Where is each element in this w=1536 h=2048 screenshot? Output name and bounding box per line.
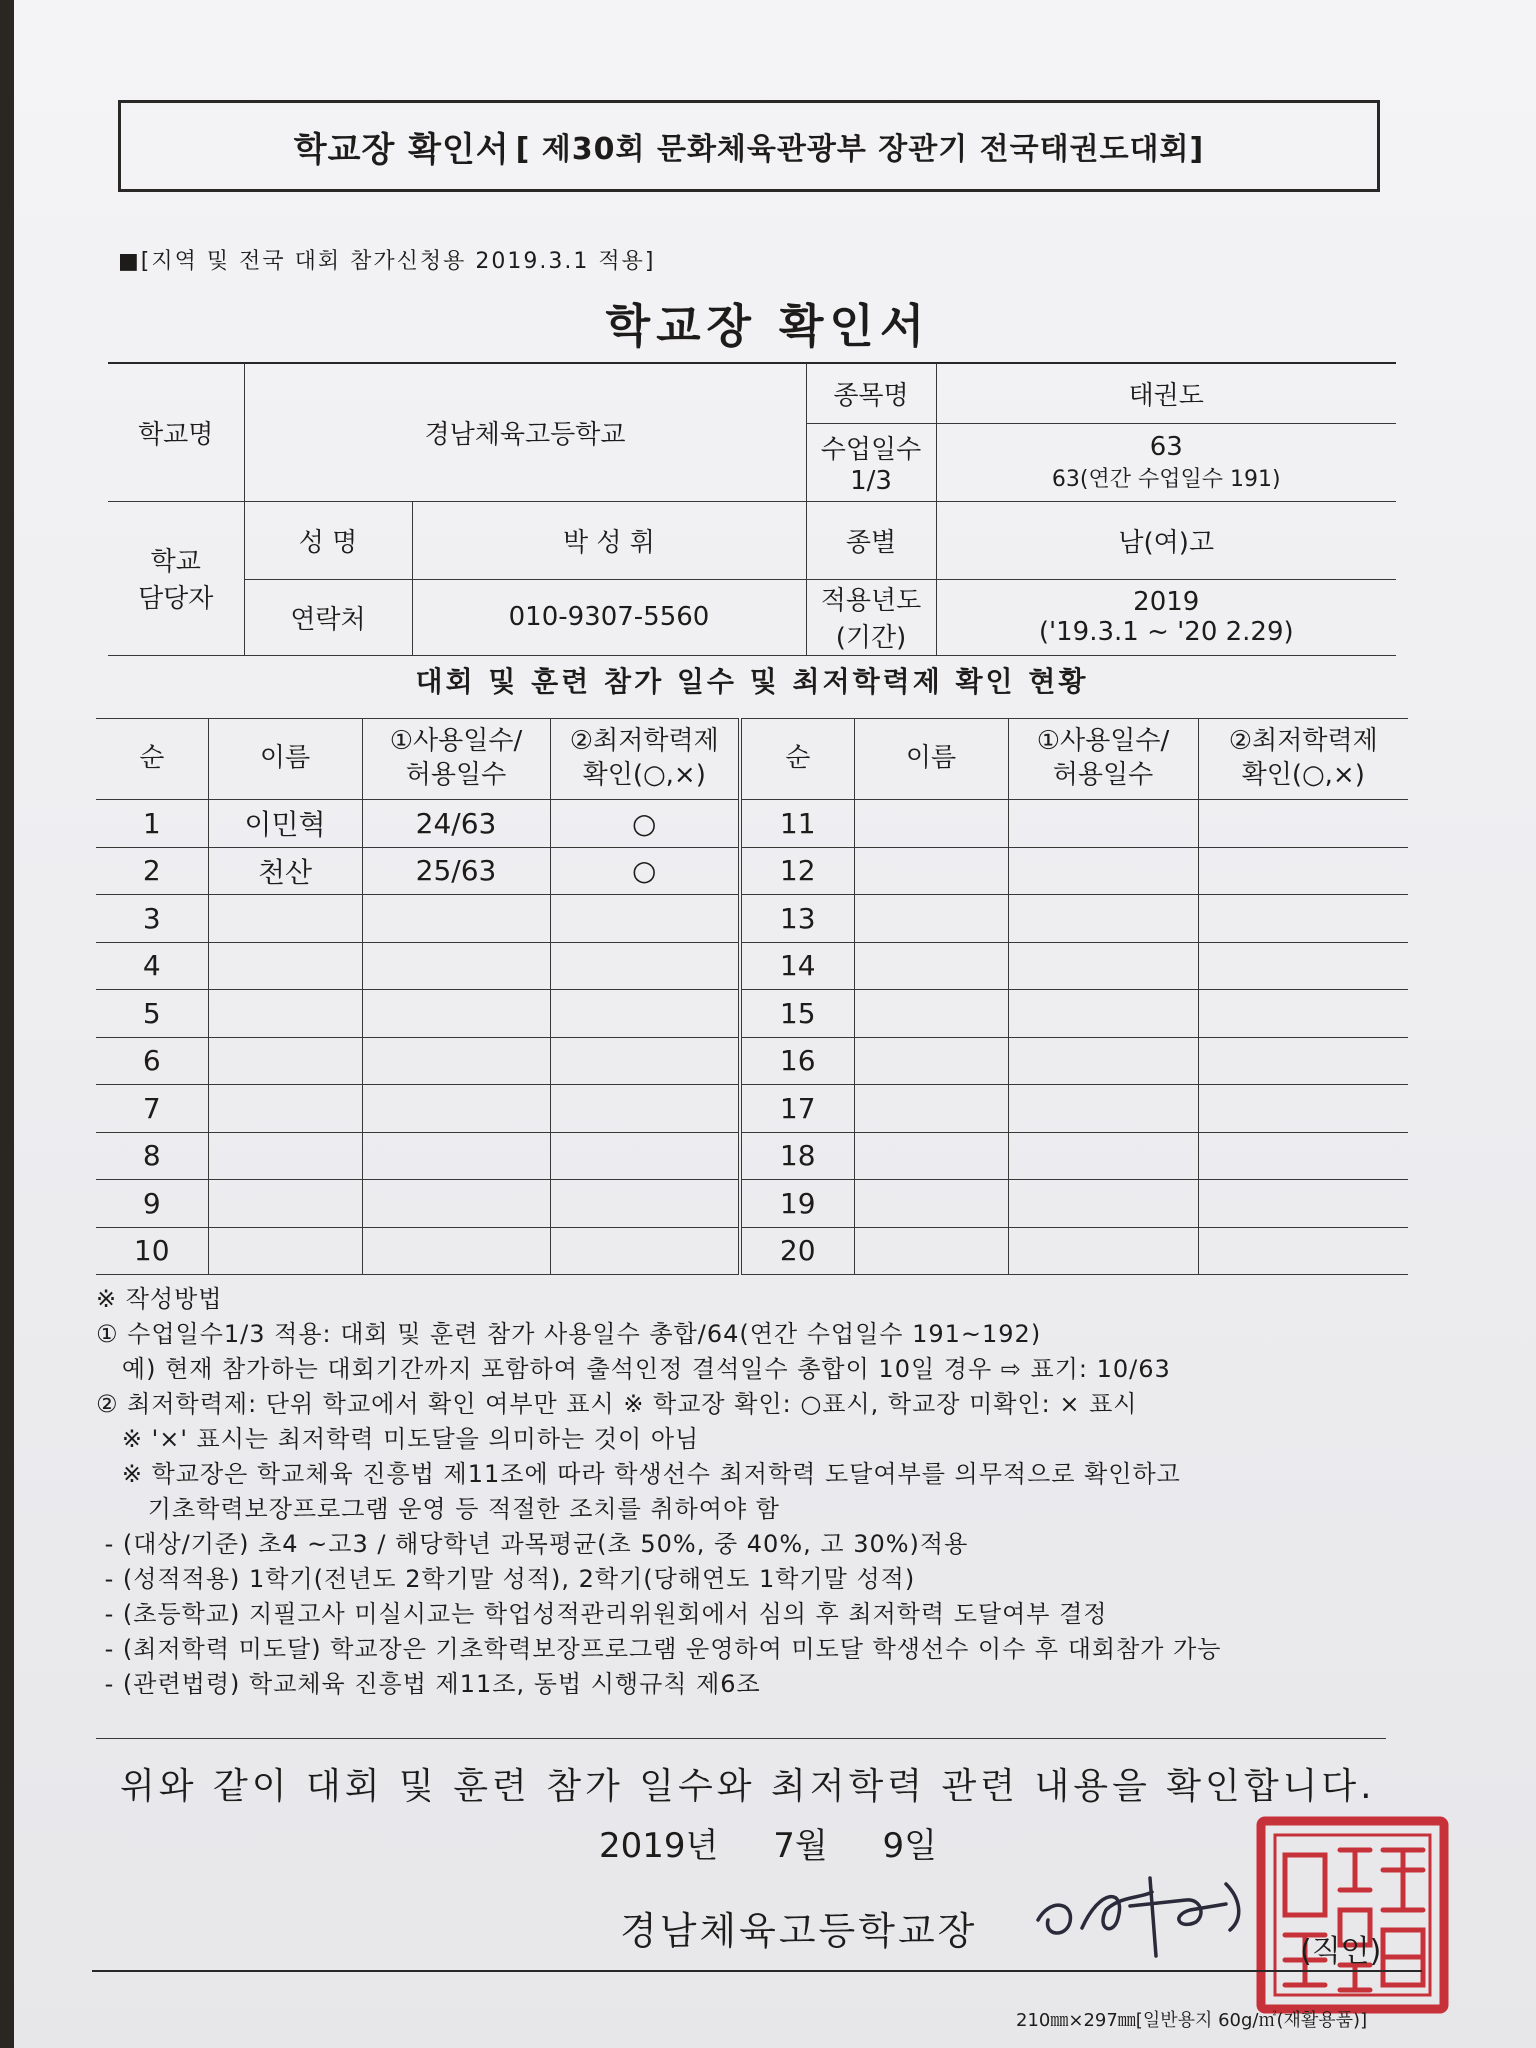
header-check-right-2: 확인(○,×) [1241, 760, 1365, 790]
row-check-left [550, 1132, 740, 1180]
row-name-right [854, 1037, 1008, 1085]
section-title: 대회 및 훈련 참가 일수 및 최저학력제 확인 현황 [415, 665, 1089, 698]
header-days-left-2: 허용일수 [405, 760, 507, 790]
name-value: 박 성 휘 [412, 501, 806, 579]
header-num-right: 순 [740, 719, 854, 800]
year-value-2: ('19.3.1 ~ '20 2.29) [1038, 617, 1294, 647]
row-num-right: 16 [740, 1037, 854, 1085]
header-check-left-2: 확인(○,×) [582, 760, 706, 790]
row-name-right [854, 990, 1008, 1038]
row-days-right [1008, 990, 1198, 1038]
row-days-left [362, 895, 550, 943]
event-value: 태권도 [936, 363, 1396, 423]
school-label: 학교명 [108, 363, 244, 501]
paper-spec: 210㎜×297㎜[일반용지 60g/㎡(재활용품)] [1016, 2010, 1368, 2031]
row-check-right [1198, 1227, 1408, 1275]
header-check-right-1: ②최저학력제 [1228, 726, 1378, 757]
row-check-right [1198, 1180, 1408, 1228]
manager-label-2: 담당자 [138, 584, 214, 614]
date-month: 7월 [773, 1826, 828, 1866]
instruction-line: - (초등학교) 지필고사 미실시교는 학업성적관리위원회에서 심의 후 최저학력 도달여부 결정 [96, 1600, 1108, 1628]
row-days-right [1008, 800, 1198, 848]
class-days-value-1: 63 [1149, 431, 1183, 462]
class-days-label-1: 수업일수 [820, 434, 922, 465]
row-name-left: 천산 [208, 847, 362, 895]
row-days-left [362, 1180, 550, 1228]
table-row [96, 895, 1408, 943]
row-check-left [550, 1037, 740, 1085]
row-check-right [1198, 942, 1408, 990]
row-name-right [854, 1132, 1008, 1180]
instruction-line: ② 최저학력제: 단위 학교에서 확인 여부만 표시 ※ 학교장 확인: ○표시, 학교장 미확인: × 표시 [96, 1390, 1138, 1418]
row-check-left [550, 990, 740, 1038]
instruction-line: ※ '×' 표시는 최저학력 미도달을 의미하는 것이 아님 [96, 1425, 700, 1453]
confirmation-statement: 위와 같이 대회 및 훈련 참가 일수와 최저학력 관련 내용을 확인합니다. [120, 1766, 1376, 1807]
row-check-left: ○ [550, 847, 740, 895]
form-usage-note: ■[지역 및 전국 대회 참가신청용 2019.3.1 적용] [118, 249, 656, 274]
row-num-left: 3 [96, 895, 208, 943]
instructions [96, 1282, 1426, 1702]
row-name-left [208, 942, 362, 990]
year-label-1: 적용년도 [820, 586, 922, 616]
row-num-left: 8 [96, 1132, 208, 1180]
header-days-right [1008, 719, 1198, 800]
row-name-left: 이민혁 [208, 800, 362, 848]
row-days-right [1008, 942, 1198, 990]
row-num-left: 10 [96, 1227, 208, 1275]
school-value: 경남체육고등학교 [244, 363, 806, 501]
school-info-table [108, 362, 1396, 656]
instructions-heading: ※ 작성방법 [96, 1285, 223, 1313]
table-row [96, 1180, 1408, 1228]
class-days-value [936, 423, 1396, 501]
instruction-line: 기초학력보장프로그램 운영 등 적절한 조치를 취하여야 함 [96, 1495, 780, 1523]
instruction-line: ① 수업일수1/3 적용: 대회 및 훈련 참가 사용일수 총합/64(연간 수업일수 191~192) [96, 1320, 1042, 1348]
principal-name: 경남체육고등학교장 [620, 1909, 978, 1953]
header-subtitle: [ 제30회 문화체육관광부 장관기 전국태권도대회] [515, 132, 1205, 167]
main-title: 학교장 확인서 [605, 299, 931, 353]
row-check-left [550, 1085, 740, 1133]
row-check-right [1198, 1085, 1408, 1133]
row-num-left: 4 [96, 942, 208, 990]
header-days-right-1: ①사용일수/ [1036, 726, 1170, 757]
instruction-line: - (최저학력 미도달) 학교장은 기초학력보장프로그램 운영하여 미도달 학생선수 이수 후 대회참가 가능 [96, 1635, 1222, 1663]
instructions-lines [96, 1317, 1426, 1702]
row-check-left [550, 942, 740, 990]
header-days-left-1: ①사용일수/ [389, 726, 523, 757]
class-days-label-2: 1/3 [850, 465, 892, 496]
row-check-right [1198, 895, 1408, 943]
row-num-right: 18 [740, 1132, 854, 1180]
table-row [96, 1085, 1408, 1133]
category-value: 남(여)고 [936, 501, 1396, 579]
row-name-right [854, 1085, 1008, 1133]
instruction-line: ※ 학교장은 학교체육 진흥법 제11조에 따라 학생선수 최저학력 도달여부를 의무적으로 확인하고 [96, 1460, 1181, 1488]
row-name-right [854, 895, 1008, 943]
header-name-left: 이름 [208, 719, 362, 800]
participation-table [96, 718, 1408, 1275]
row-num-left: 6 [96, 1037, 208, 1085]
row-days-right [1008, 1180, 1198, 1228]
row-days-left [362, 1227, 550, 1275]
row-days-left: 24/63 [362, 800, 550, 848]
official-seal [1255, 1815, 1450, 2015]
class-days-label [806, 423, 936, 501]
row-days-right [1008, 847, 1198, 895]
table-row [96, 942, 1408, 990]
header-check-left-1: ②최저학력제 [569, 726, 719, 757]
instruction-line: - (관련법령) 학교체육 진흥법 제11조, 동법 시행규칙 제6조 [96, 1670, 761, 1698]
year-value [936, 579, 1396, 655]
row-check-left [550, 895, 740, 943]
row-check-right [1198, 1132, 1408, 1180]
contact-label: 연락처 [244, 579, 412, 655]
year-value-1: 2019 [1133, 587, 1200, 617]
row-num-right: 15 [740, 990, 854, 1038]
header-days-left [362, 719, 550, 800]
row-num-right: 17 [740, 1085, 854, 1133]
instruction-line: - (대상/기준) 초4 ~고3 / 해당학년 과목평균(초 50%, 중 40%, 고 30%)적용 [96, 1530, 969, 1558]
row-days-right [1008, 1085, 1198, 1133]
row-days-left: 25/63 [362, 847, 550, 895]
row-name-left [208, 1227, 362, 1275]
row-num-right: 20 [740, 1227, 854, 1275]
header-num-left: 순 [96, 719, 208, 800]
table-row [96, 1037, 1408, 1085]
row-check-right [1198, 847, 1408, 895]
row-days-right [1008, 1037, 1198, 1085]
date-day: 9일 [882, 1826, 937, 1866]
event-label: 종목명 [806, 363, 936, 423]
row-name-right [854, 847, 1008, 895]
row-days-left [362, 990, 550, 1038]
row-num-left: 1 [96, 800, 208, 848]
divider [96, 1738, 1386, 1739]
date-year: 2019년 [599, 1826, 719, 1866]
instruction-line: - (성적적용) 1학기(전년도 2학기말 성적), 2학기(당해연도 1학기말 성적) [96, 1565, 916, 1593]
row-name-right [854, 942, 1008, 990]
row-num-right: 19 [740, 1180, 854, 1228]
row-num-right: 12 [740, 847, 854, 895]
table-row [96, 800, 1408, 848]
row-num-left: 7 [96, 1085, 208, 1133]
row-check-right [1198, 1037, 1408, 1085]
instruction-line: 예) 현재 참가하는 대회기간까지 포함하여 출석인정 결석일수 총합이 10일 경우 ⇨ 표기: 10/63 [96, 1355, 1171, 1383]
manager-label-1: 학교 [150, 547, 201, 577]
header-check-right [1198, 719, 1408, 800]
row-days-left [362, 942, 550, 990]
row-days-left [362, 1132, 550, 1180]
row-num-left: 2 [96, 847, 208, 895]
row-days-left [362, 1085, 550, 1133]
year-label [806, 579, 936, 655]
row-days-right [1008, 895, 1198, 943]
row-name-right [854, 1227, 1008, 1275]
table-row [96, 847, 1408, 895]
table-row [96, 1227, 1408, 1275]
year-label-2: (기간) [835, 623, 907, 653]
table-row [96, 990, 1408, 1038]
row-name-left [208, 1037, 362, 1085]
row-name-right [854, 1180, 1008, 1228]
row-name-left [208, 1180, 362, 1228]
row-days-left [362, 1037, 550, 1085]
document-header-box [118, 100, 1380, 192]
row-check-right [1198, 800, 1408, 848]
header-days-right-2: 허용일수 [1052, 760, 1154, 790]
row-name-right [854, 800, 1008, 848]
row-num-right: 11 [740, 800, 854, 848]
row-check-left [550, 1227, 740, 1275]
header-title: 학교장 확인서 [293, 129, 510, 170]
seal-label: (직인) [1300, 1934, 1382, 1969]
contact-value: 010-9307-5560 [412, 579, 806, 655]
row-num-right: 13 [740, 895, 854, 943]
header-check-left [550, 719, 740, 800]
row-num-left: 5 [96, 990, 208, 1038]
row-check-right [1198, 990, 1408, 1038]
row-name-left [208, 895, 362, 943]
header-name-right: 이름 [854, 719, 1008, 800]
name-label: 성 명 [244, 501, 412, 579]
row-days-right [1008, 1132, 1198, 1180]
row-check-left [550, 1180, 740, 1228]
row-days-right [1008, 1227, 1198, 1275]
row-name-left [208, 1132, 362, 1180]
footer-line [92, 1970, 1422, 1972]
row-num-left: 9 [96, 1180, 208, 1228]
row-name-left [208, 1085, 362, 1133]
manager-label [108, 501, 244, 655]
row-num-right: 14 [740, 942, 854, 990]
class-days-value-2: 63(연간 수업일수 191) [1051, 466, 1281, 492]
category-label: 종별 [806, 501, 936, 579]
row-name-left [208, 990, 362, 1038]
table-row [96, 1132, 1408, 1180]
row-check-left: ○ [550, 800, 740, 848]
